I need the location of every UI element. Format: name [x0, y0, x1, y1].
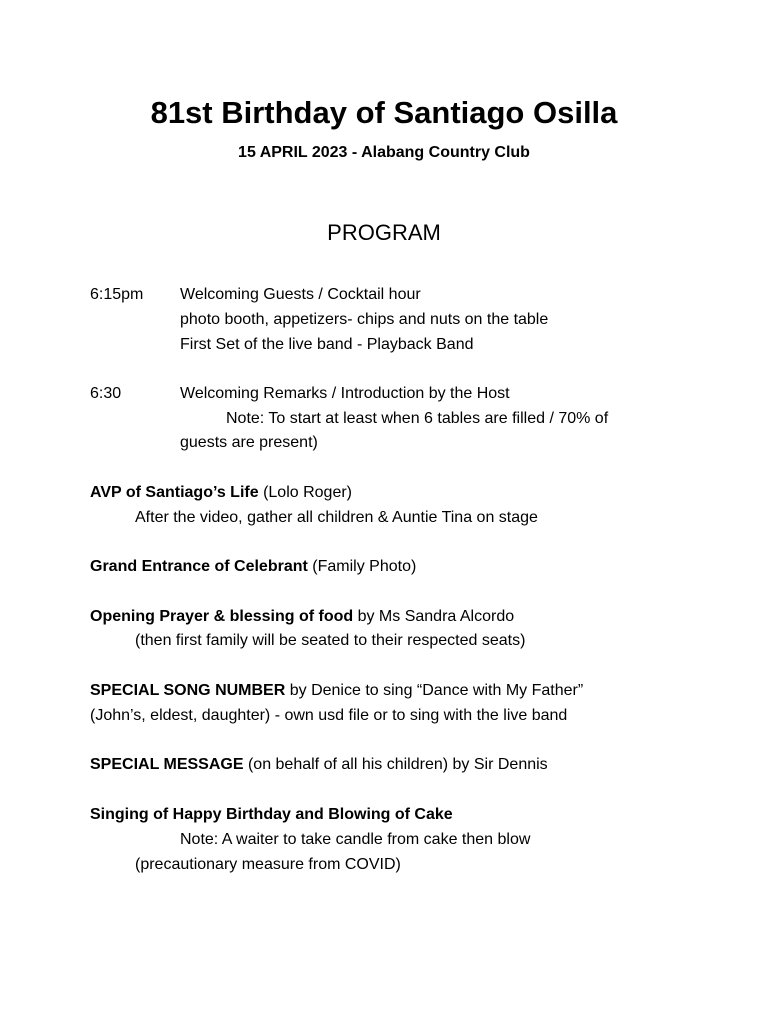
program-item	[90, 556, 416, 578]
program-item-detail: (Lolo Roger)	[258, 484, 352, 501]
program-item-note: (precautionary measure from COVID)	[135, 856, 401, 873]
program-item-title: AVP of Santiago’s Life	[90, 484, 259, 501]
schedule-line: Welcoming Remarks / Introduction by the Host	[180, 385, 510, 402]
schedule-line: guests are present)	[180, 434, 318, 451]
program-item-detail: by Denice to sing “Dance with My Father”	[285, 682, 584, 699]
program-item	[90, 482, 352, 504]
program-item-note: After the video, gather all children & Auntie Tina on stage	[135, 509, 538, 526]
schedule-line: photo booth, appetizers- chips and nuts on the table	[180, 311, 549, 328]
program-item-note: Note: A waiter to take candle from cake then blow	[180, 831, 531, 848]
program-item-detail: by Ms Sandra Alcordo	[353, 608, 515, 625]
program-item-title: SPECIAL SONG NUMBER	[90, 682, 286, 699]
schedule-time: 6:15pm	[90, 286, 144, 303]
event-date-venue: 15 APRIL 2023 - Alabang Country Club	[238, 144, 530, 161]
document-title: 81st Birthday of Santiago Osilla	[150, 95, 618, 130]
program-item	[90, 680, 583, 702]
program-item-detail: (on behalf of all his children) by Sir Dennis	[243, 756, 548, 773]
program-item	[90, 804, 453, 826]
program-item	[90, 754, 548, 776]
program-item	[90, 606, 514, 628]
program-item-title: Singing of Happy Birthday and Blowing of Cake	[90, 806, 453, 823]
schedule-line: First Set of the live band - Playback Band	[180, 336, 474, 353]
program-item-title: Opening Prayer & blessing of food	[90, 608, 354, 625]
program-item-detail: (Family Photo)	[307, 558, 417, 575]
program-item-title: Grand Entrance of Celebrant	[90, 558, 308, 575]
program-item-note: (John’s, eldest, daughter) - own usd file or to sing with the live band	[90, 707, 568, 724]
program-item-note: (then first family will be seated to their respected seats)	[135, 632, 526, 649]
schedule-note: Note: To start at least when 6 tables are filled / 70% of	[226, 410, 609, 427]
program-heading: PROGRAM	[327, 220, 441, 245]
program-item-title: SPECIAL MESSAGE	[90, 756, 244, 773]
schedule-line: Welcoming Guests / Cocktail hour	[180, 286, 421, 303]
schedule-time: 6:30	[90, 385, 122, 402]
